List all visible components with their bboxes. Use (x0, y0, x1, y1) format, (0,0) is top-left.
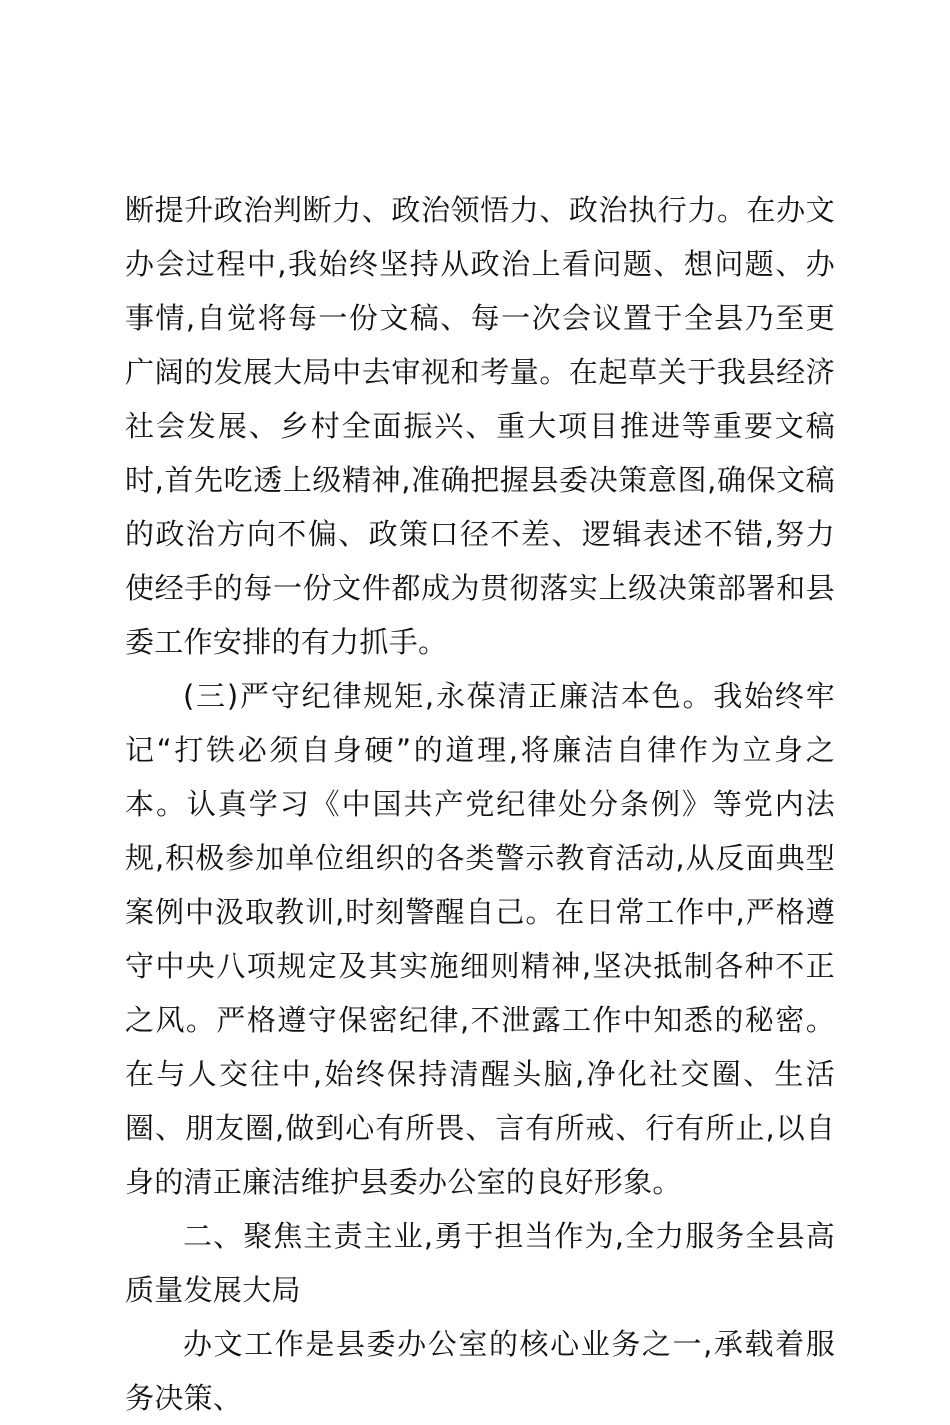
document-body (125, 183, 835, 1425)
paragraph-document-work: 办文工作是县委办公室的核心业务之一,承载着服务决策、 (125, 1327, 835, 1415)
section-heading-two: 二、聚焦主责主业,勇于担当作为,全力服务全县高质量发展大局 (125, 1219, 835, 1307)
paragraph-political-judgment: 断提升政治判断力、政治领悟力、政治执行力。在办文办会过程中,我始终坚持从政治上看问题、想问题、办事情,自觉将每一份文稿、每一次会议置于全县乃至更广阔的发展大局中去审视和考量。在起草关于我县经济社会发展、乡村全面振兴、重大项目推进等重要文稿时,首先吃透上级精神,准确把握县委决策意图,确保文稿的政治方向不偏、政策口径不差、逻辑表述不错,努力使经手的每一份文件都成为贯彻落实上级决策部署和县委工作安排的有力抓手。 (125, 193, 835, 659)
paragraph-discipline: (三)严守纪律规矩,永葆清正廉洁本色。我始终牢记“打铁必须自身硬”的道理,将廉洁自律作为立身之本。认真学习《中国共产党纪律处分条例》等党内法规,积极参加单位组织的各类警示教育活动,从反面典型案例中汲取教训,时刻警醒自己。在日常工作中,严格遵守中央八项规定及其实施细则精神,坚决抵制各种不正之风。严格遵守保密纪律,不泄露工作中知悉的秘密。在与人交往中,始终保持清醒头脑,净化社交圈、生活圈、朋友圈,做到心有所畏、言有所戒、行有所止,以自身的清正廉洁维护县委办公室的良好形象。 (125, 679, 835, 1199)
